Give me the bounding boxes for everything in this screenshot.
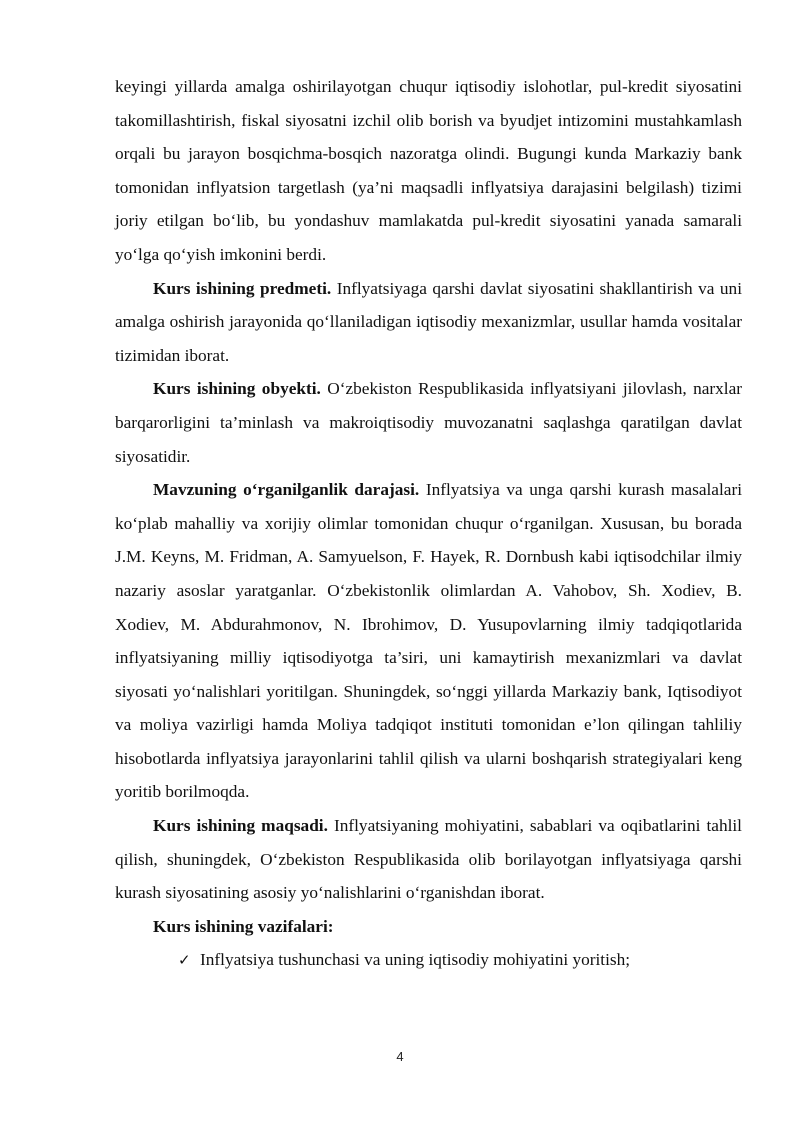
tasks-heading-paragraph	[115, 910, 742, 944]
study-level-text: Inflyatsiya va unga qarshi kurash masalalari ko‘plab mahalliy va xorijiy olimlar tomonidan chuqur o‘rganilgan. Xususan, bu borada J.M. Keyns, M. Fridman, A. Samyuelson, F. Hayek, R. Dornbush kabi iqtisodchilar ilmiy nazariy asoslar yaratganlar. O‘zbekistonlik olimlardan A. Vahobov, Sh. Xodiev, B. Xodiev, M. Abdurahmonov, N. Ibrohimov, D. Yusupovlarning ilmiy tadqiqotlarida inflyatsiyaning milliy iqtisodiyotga ta’siri, uni kamaytirish mexanizmlari va davlat siyosati yo‘nalishlari yoritilgan. Shuningdek, so‘nggi yillarda Markaziy bank, Iqtisodiyot va moliya vazirligi hamda Moliya tadqiqot instituti tomonidan e’lon qilingan tahliliy hisobotlarda inflyatsiya jarayonlarini tahlil qilish va ularni boshqarish strategiyalari keng yoritib borilmoqda.	[115, 480, 742, 802]
goal-text: Inflyatsiyaning mohiyatini, sabablari va oqibatlarini tahlil qilish, shuningdek, O‘zbekiston Respublikasida olib borilayotgan inflyatsiyaga qarshi kurash siyosatining asosiy yo‘nalishlarini o‘rganishdan iborat.	[115, 816, 742, 903]
intro-text: keyingi yillarda amalga oshirilayotgan chuqur iqtisodiy islohotlar, pul-kredit siyosatini takomillashtirish, fiskal siyosatni izchil olib borish va byudjet intizomini mustahkamlash orqali bu jarayon bosqichma-bosqich nazoratga olindi. Bugungi kunda Markaziy bank tomonidan inflyatsion targetlash (ya’ni maqsadli inflyatsiya darajasini belgilash) tizimi joriy etilgan bo‘lib, bu yondashuv mamlakatda pul-kredit siyosatini yanada samarali yo‘lga qo‘yish imkonini berdi.	[115, 77, 742, 264]
object-paragraph	[115, 372, 742, 473]
subject-heading: Kurs ishining predmeti.	[153, 278, 332, 298]
page-number: 4	[396, 1049, 404, 1064]
study-level-paragraph	[115, 473, 742, 809]
object-text: O‘zbekiston Respublikasida inflyatsiyani jilovlash, narxlar barqarorligini ta’minlash va makroiqtisodiy muvozanatni saqlashga qaratilgan davlat siyosatidir.	[115, 379, 743, 466]
subject-paragraph	[115, 272, 742, 373]
goal-paragraph	[115, 809, 742, 910]
list-item	[115, 943, 742, 978]
object-heading: Kurs ishining obyekti.	[153, 379, 321, 399]
tasks-list	[115, 943, 742, 978]
page-content	[115, 70, 742, 978]
intro-paragraph	[115, 70, 742, 272]
subject-text: Inflyatsiyaga qarshi davlat siyosatini shakllantirish va uni amalga oshirish jarayonida qo‘llaniladigan iqtisodiy mexanizmlar, usullar hamda vositalar tizimidan iborat.	[115, 278, 743, 365]
check-icon: ✓	[178, 951, 191, 970]
tasks-heading: Kurs ishining vazifalari:	[153, 916, 334, 936]
study-level-heading: Mavzuning o‘rganilganlik darajasi.	[153, 480, 420, 500]
task-text: Inflyatsiya tushunchasi va uning iqtisodiy mohiyatini yoritish;	[200, 950, 631, 970]
goal-heading: Kurs ishining maqsadi.	[153, 816, 328, 836]
